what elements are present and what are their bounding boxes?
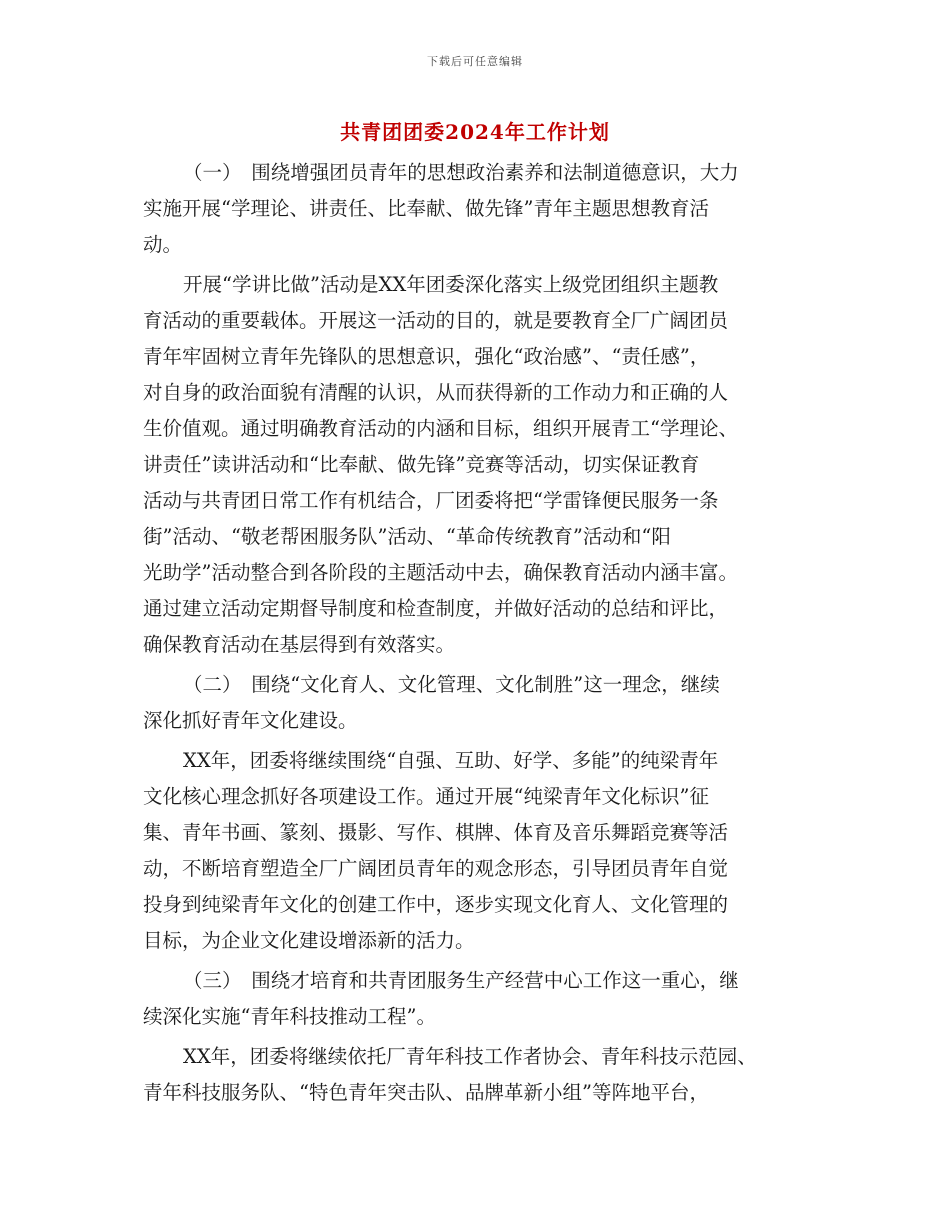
- paragraph-line: 文化核心理念抓好各项建设工作。通过开展“纯梁青年文化标识”征: [143, 785, 709, 808]
- paragraph-line: 动。: [143, 233, 183, 256]
- paragraph-line: XX年，团委将继续依托厂青年科技工作者协会、青年科技示范园、: [183, 1045, 757, 1068]
- paragraph-line: 开展“学讲比做”活动是XX年团委深化落实上级党团组织主题教: [183, 273, 719, 296]
- paragraph-line: 确保教育活动在基层得到有效落实。: [143, 633, 456, 656]
- paragraph-line: 投身到纯梁青年文化的创建工作中，逐步实现文化育人、文化管理的: [143, 893, 729, 916]
- paragraph-line: 深化抓好青年文化建设。: [143, 709, 358, 732]
- paragraph-line: 对自身的政治面貌有清醒的认识，从而获得新的工作动力和正确的人: [143, 381, 729, 404]
- paragraph-line: 活动与共青团日常工作有机结合，厂团委将把“学雷锋便民服务一条: [143, 489, 719, 512]
- paragraph-line: 动，不断培育塑造全厂广阔团员青年的观念形态，引导团员青年自觉: [143, 857, 729, 880]
- paragraph-line: 育活动的重要载体。开展这一活动的目的，就是要教育全厂广阔团员: [143, 309, 729, 332]
- page-header-note: 下载后可任意编辑: [427, 55, 523, 68]
- paragraph-line: 光助学”活动整合到各阶段的主题活动中去，确保教育活动内涵丰富。: [143, 561, 738, 584]
- paragraph-line: 生价值观。通过明确教育活动的内涵和目标，组织开展青工“学理论、: [143, 417, 738, 440]
- paragraph-line: （一） 围绕增强团员青年的思想政治素养和法制道德意识，大力: [183, 161, 739, 184]
- paragraph-line: 通过建立活动定期督导制度和检查制度，并做好活动的总结和评比，: [143, 597, 729, 620]
- paragraph-line: 讲责任”读讲活动和“比奉献、做先锋”竞赛等活动，切实保证教育: [143, 453, 700, 476]
- paragraph-line: 实施开展“学理论、讲责任、比奉献、做先锋”青年主题思想教育活: [143, 197, 709, 220]
- paragraph-line: 青年牢固树立青年先锋队的思想意识，强化“政治感”、“责任感”，: [143, 345, 710, 368]
- paragraph-line: 集、青年书画、篆刻、摄影、写作、棋牌、体育及音乐舞蹈竞赛等活: [143, 821, 729, 844]
- paragraph-line: 续深化实施“青年科技推动工程”。: [143, 1005, 436, 1028]
- paragraph-line: （二） 围绕“文化育人、文化管理、文化制胜”这一理念，继续: [183, 673, 720, 696]
- paragraph-line: 青年科技服务队、“特色青年突击队、品牌革新小组”等阵地平台，: [143, 1081, 709, 1104]
- paragraph-line: 街”活动、“敬老帮困服务队”活动、“革命传统教育”活动和“阳: [143, 525, 671, 548]
- document-title: 共青团团委2024年工作计划: [340, 120, 610, 144]
- paragraph-line: 目标，为企业文化建设增添新的活力。: [143, 929, 475, 952]
- paragraph-line: XX年，团委将继续围绕“自强、互助、好学、多能”的纯梁青年: [183, 749, 719, 772]
- paragraph-line: （三） 围绕才培育和共青团服务生产经营中心工作这一重心，继: [183, 969, 739, 992]
